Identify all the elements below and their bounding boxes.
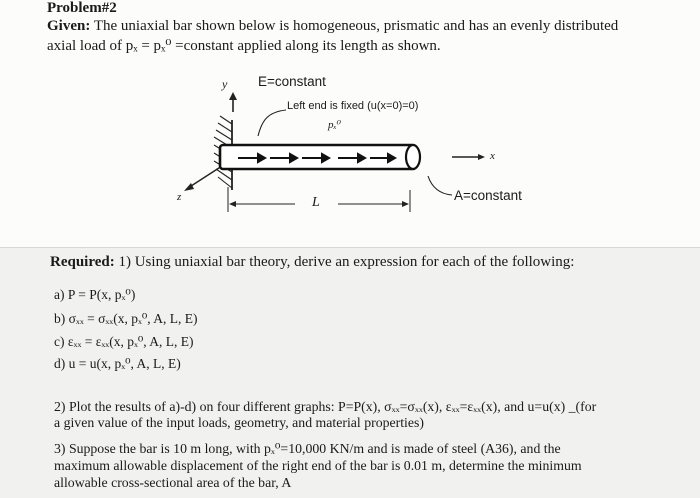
y-axis-arrowhead (229, 92, 237, 100)
area-leader-line (428, 176, 452, 195)
z-axis-label: z (177, 191, 182, 203)
x-axis-label: x (490, 150, 495, 162)
y-axis-label: y (222, 77, 228, 91)
required-item-c: c) εₓₓ = εₓₓ(x, pₓ⁰, A, L, E) (54, 334, 194, 349)
part3-line-2: maximum allowable displacement of the right end of the bar is 0.01 m, determine the minimum (54, 458, 582, 473)
required-item-a: a) P = P(x, pₓ⁰) (54, 287, 136, 302)
z-axis-line (188, 166, 222, 188)
problem-title: Problem#2 (47, 0, 117, 16)
e-constant-label: E=constant (258, 74, 326, 89)
z-axis-arrowhead (184, 183, 194, 191)
fixed-leader-line (258, 110, 286, 136)
bar-right-end (406, 145, 420, 169)
given-line-2: axial load of pₓ = pₓ⁰ =constant applied along its length as shown. (47, 38, 441, 54)
required-intro-line (50, 254, 574, 271)
area-constant-label: A=constant (454, 188, 522, 203)
length-label: L (312, 195, 320, 210)
part2-line-2: a given value of the input loads, geometry, and material properties) (54, 415, 424, 430)
required-item-d: d) u = u(x, pₓ⁰, A, L, E) (54, 356, 181, 371)
dim-arrow-left (229, 201, 236, 207)
required-item-b: b) σₓₓ = σₓₓ(x, pₓ⁰, A, L, E) (54, 311, 198, 326)
dim-arrow-right (402, 201, 409, 207)
bar-diagram (0, 0, 700, 247)
given-label: Given: (47, 18, 91, 34)
part3-line-3: allowable cross-sectional area of the bar, A (54, 475, 292, 490)
fixed-end-label: Left end is fixed (u(x=0)=0) (287, 100, 419, 112)
required-intro: 1) Using uniaxial bar theory, derive an expression for each of the following: (118, 254, 575, 270)
load-label: pₓ⁰ (328, 119, 342, 131)
part3-line-1: 3) Suppose the bar is 10 m long, with pₓ⁰=10,000 KN/m and is made of steel (A36), and the (54, 441, 561, 456)
problem-statement-panel (0, 0, 700, 248)
x-axis-arrowhead (478, 154, 485, 160)
part2-line-1: 2) Plot the results of a)-d) on four different graphs: P=P(x), σₓₓ=σₓₓ(x), εₓₓ=εₓₓ(x), and u=u(x) _(for (54, 399, 597, 414)
required-label: Required: (50, 254, 115, 270)
given-text-1: The uniaxial bar shown below is homogeneous, prismatic and has an evenly distributed (93, 18, 619, 34)
required-panel (0, 248, 700, 498)
